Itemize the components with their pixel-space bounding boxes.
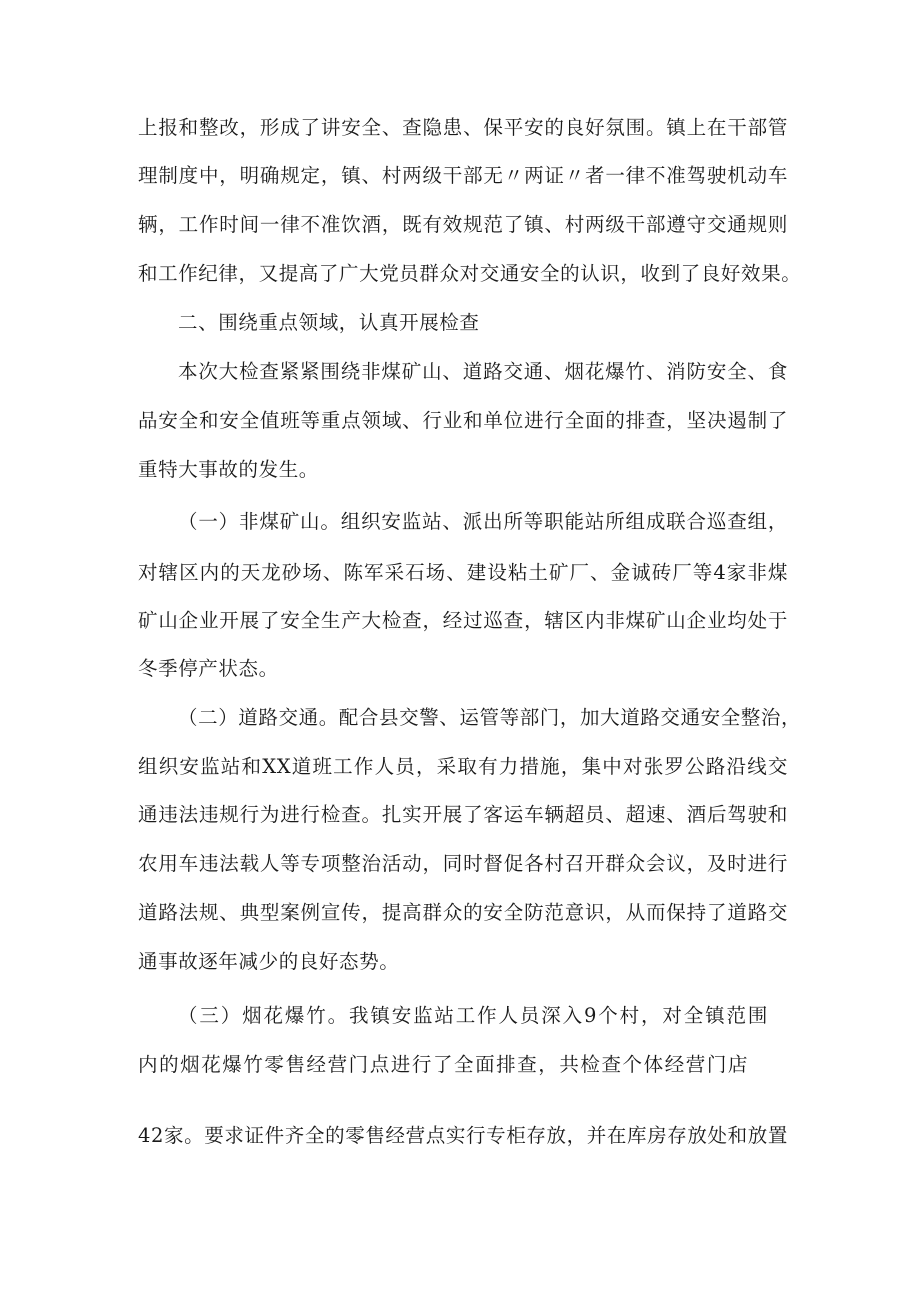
text-line-2: 理制度中，明确规定，镇、村两级干部无〃两证〃者一律不准驾驶机动车 [138, 164, 788, 187]
text-line-20: 内的烟花爆竹零售经营门点进行了全面排查，共检查个体经营门店 [138, 1053, 748, 1076]
text-line-12: 冬季停产状态。 [138, 657, 279, 680]
section-heading: 二、围绕重点领域，认真开展检查 [178, 311, 480, 334]
text-line-13: （二）道路交通。配合县交警、运管等部门，加大道路交通安全整治， [178, 706, 802, 729]
text-line-1: 上报和整改，形成了讲安全、查隐患、保平安的良好氛围。镇上在干部管 [138, 116, 788, 139]
text-line-4: 和工作纪律，又提高了广大党员群众对交通安全的认识，收到了良好效果。 [138, 262, 802, 285]
text-line-10: 对辖区内的天龙砂场、陈军采石场、建设粘土矿厂、金诚砖厂等4家非煤 [138, 561, 788, 584]
text-line-17: 道路法规、典型案例宣传，提高群众的安全防范意识，从而保持了道路交 [138, 901, 788, 924]
text-line-8: 重特大事故的发生。 [138, 458, 319, 481]
text-line-7: 品安全和安全值班等重点领域、行业和单位进行全面的排查，坚决遏制了 [138, 409, 788, 432]
text-line-14: 组织安监站和XX道班工作人员，采取有力措施，集中对张罗公路沿线交 [138, 755, 788, 778]
text-line-18: 通事故逐年减少的良好态势。 [138, 950, 400, 973]
text-line-21: 42家。要求证件齐全的零售经营点实行专柜存放，并在库房存放处和放置 [138, 1124, 788, 1147]
text-line-3: 辆，工作时间一律不准饮酒，既有效规范了镇、村两级干部遵守交通规则 [138, 213, 788, 236]
text-line-9: （一）非煤矿山。组织安监站、派出所等职能站所组成联合巡查组， [178, 510, 788, 533]
text-line-11: 矿山企业开展了安全生产大检查，经过巡查，辖区内非煤矿山企业均处于 [138, 609, 788, 632]
text-line-16: 农用车违法载人等专项整治活动，同时督促各村召开群众会议，及时进行 [138, 852, 788, 875]
text-line-6: 本次大检查紧紧围绕非煤矿山、道路交通、烟花爆竹、消防安全、食 [178, 360, 788, 383]
text-line-15: 通违法违规行为进行检查。扎实开展了客运车辆超员、超速、酒后驾驶和 [138, 803, 788, 826]
text-line-19: （三）烟花爆竹。我镇安监站工作人员深入9个村，对全镇范围 [178, 1004, 768, 1027]
